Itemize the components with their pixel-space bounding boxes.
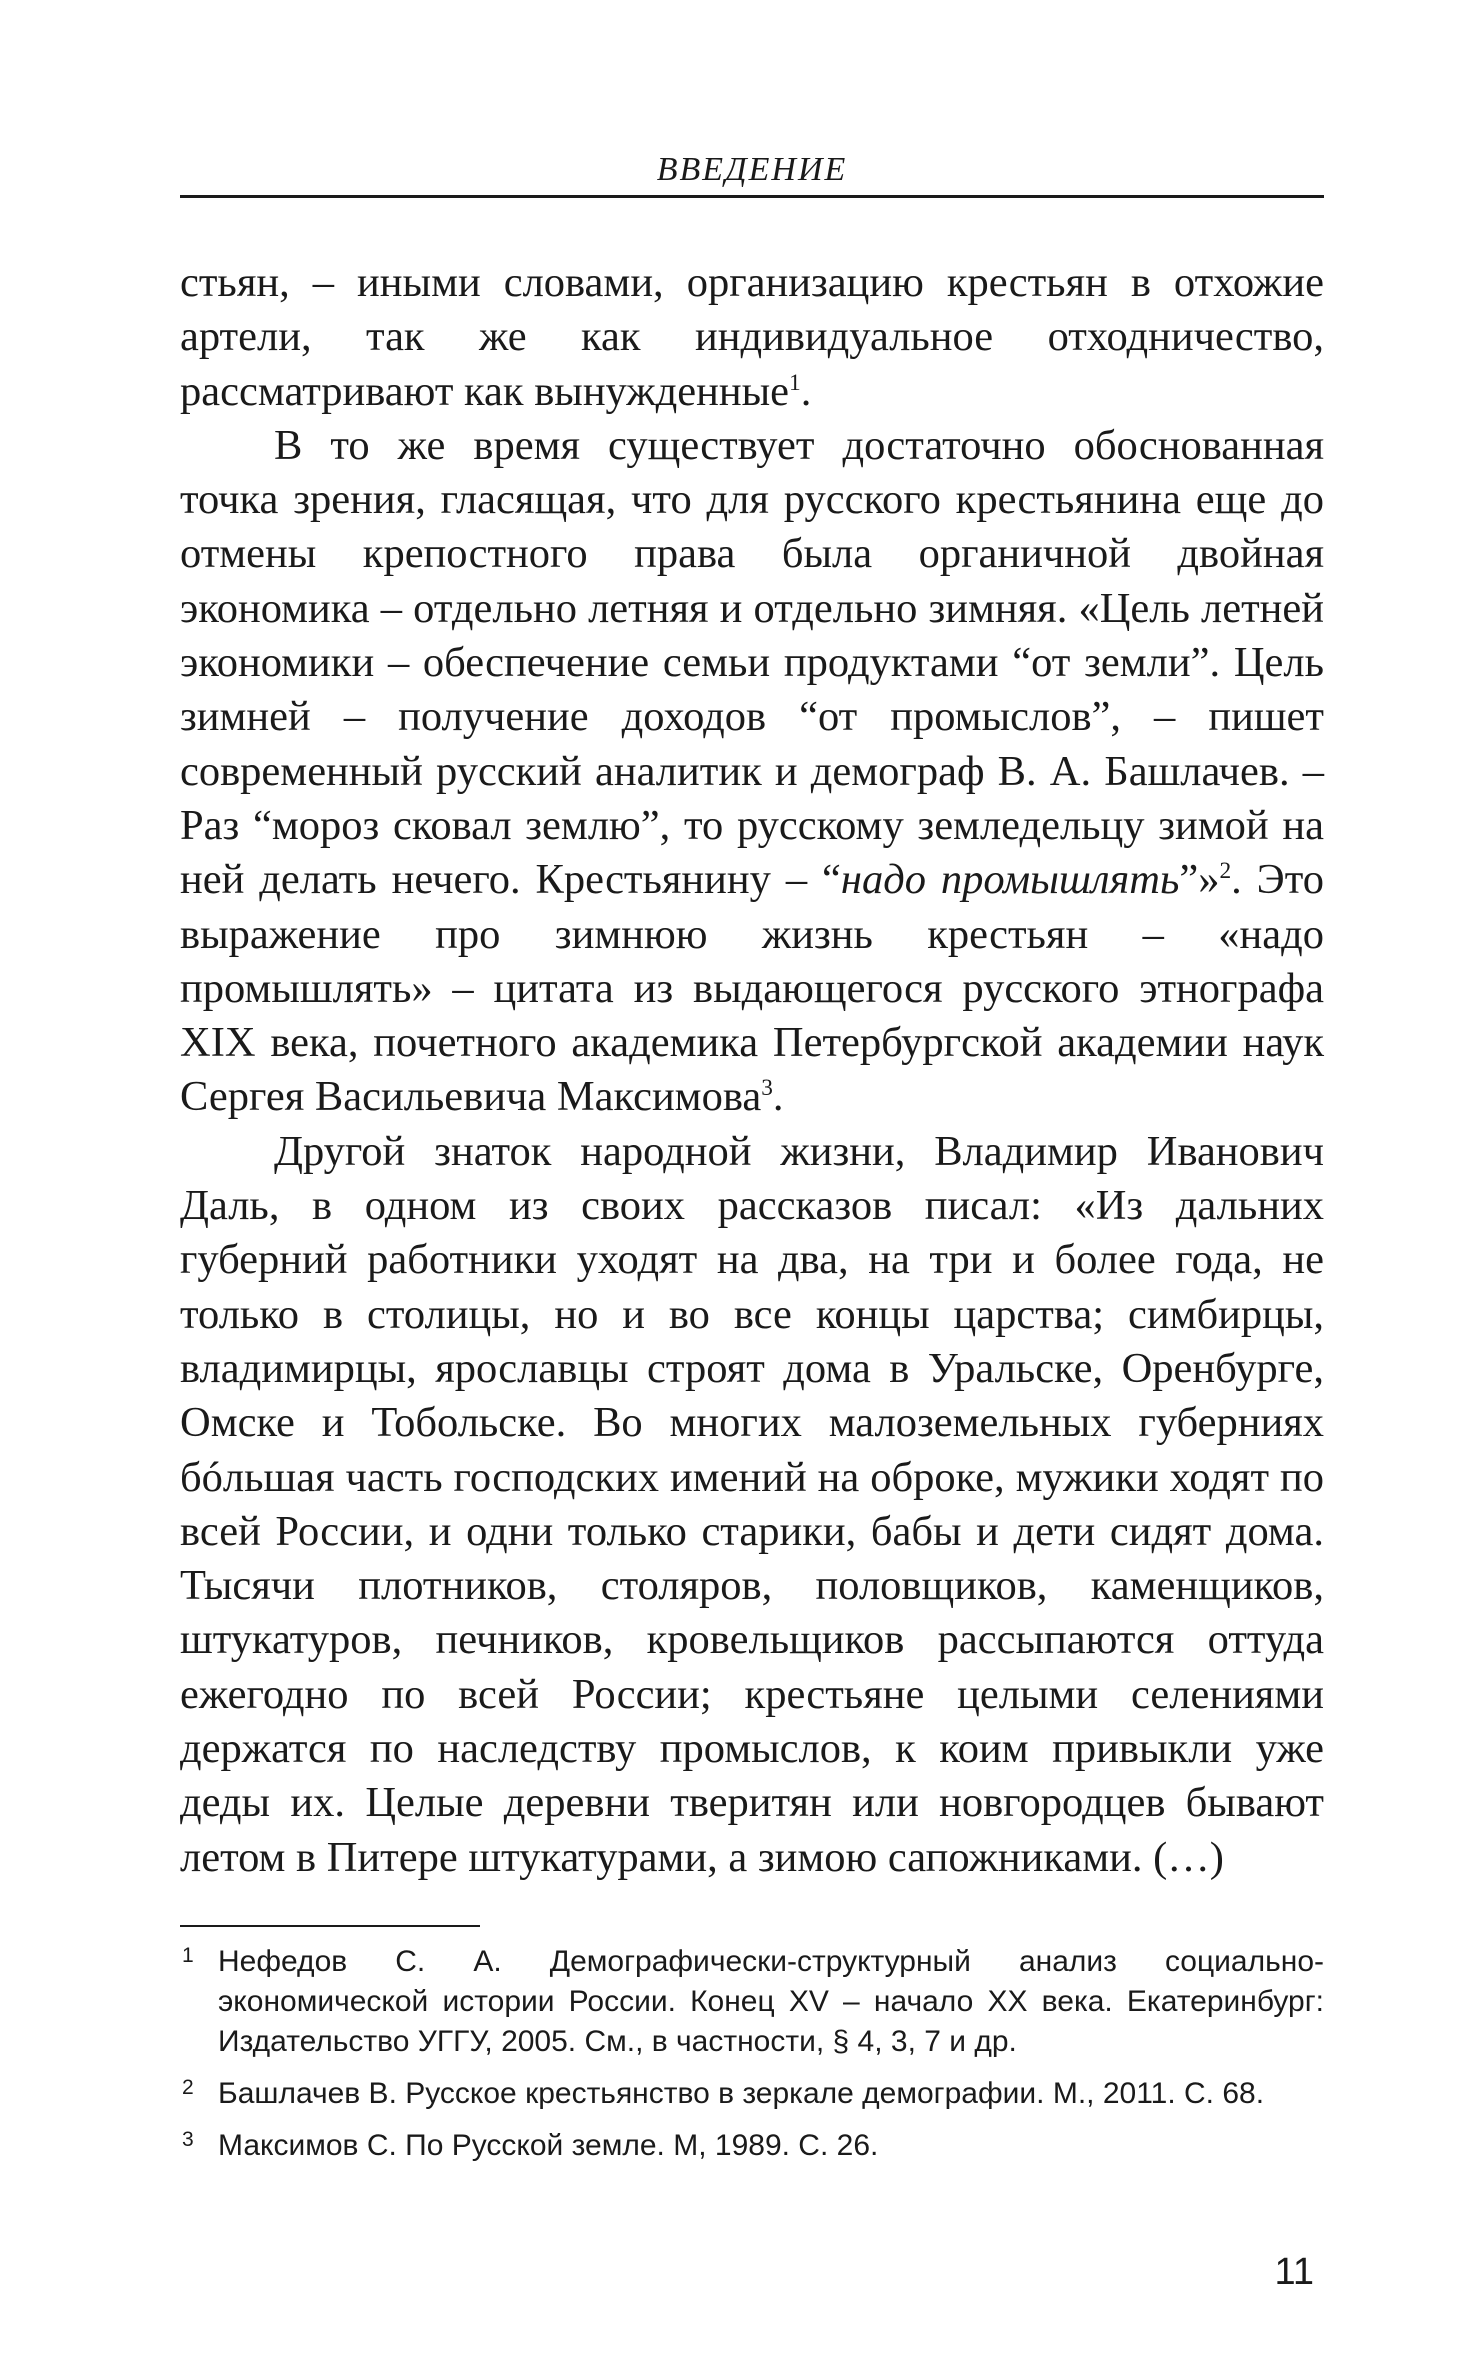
footnote-number: 2: [182, 2076, 194, 2099]
footnote-number: 3: [182, 2128, 194, 2151]
footnote: [180, 2074, 1324, 2114]
paragraph: стьян, – иными словами, организацию крестьян в отхожие артели, так же как индивидуальное отходничество, рассматривают как вынужденные$^1$.: [180, 259, 1324, 415]
footnote: [180, 1942, 1324, 2062]
main-text: [180, 256, 1324, 1885]
footnote-text: Максимов С. По Русской земле. М, 1989. С. 26.: [218, 2129, 879, 2162]
footnote-reference: 1: [789, 369, 801, 396]
footnote: [180, 2126, 1324, 2166]
running-head: ВВЕДЕНИЕ: [656, 151, 848, 188]
paragraph: Другой знаток народной жизни, Владимир Иванович Даль, в одном из своих рассказов писал: «Из дальних губерний работники уходят на два, на три и более года, не только в столицы, но и во все концы царства; симбирцы, владимирцы, ярославцы строят дома в Уральске, Оренбурге, Омске и Тобольске. Во многих малоземельных губерниях бóльшая часть господских имений на оброке, мужики ходят по всей России, и одни только старики, бабы и дети сидят дома. Тысячи плотников, столяров, половщиков, каменщиков, штукатуров, печников, кровельщиков рассыпаются оттуда ежегодно по всей России; крестьяне целыми селениями держатся по наследству промыслов, к коим привыкли уже деды их. Целые деревни тверитян или новгородцев бывают летом в Питере штукатурами, а зимою сапожниками. (…): [180, 1127, 1324, 1881]
footnote-reference: 3: [761, 1075, 773, 1102]
footnote-text: Нефедов С. А. Демографически-структурный анализ социально-экономической истории России. Конец XV – начало XX века. Екатеринбург: Издательство УГГУ, 2005. См., в частности, § 4, 3, 7 и др.: [218, 1945, 1324, 2058]
footnote-rule: [180, 1925, 480, 1927]
paragraph: В то же время существует достаточно обоснованная точка зрения, гласящая, что для русского крестьянина еще до отмены крепостного права была органичной двойная экономика – отдельно летняя и отдельно зимняя. «Цель летней экономики – обеспечение семьи продуктами “от земли”. Цель зимней – получение доходов “от промыслов”, – пишет современный русский аналитик и демограф В. А. Башлачев. – Раз “мороз сковал землю”, то русскому земледельцу зимой на ней делать нечего. Крестьянину – “надо промышлять”»$^2$. Это выражение про зимнюю жизнь крестьян – «надо промышлять» – цитата из выдающегося русского этнографа XIX века, почетного академика Петербургской академии наук Сергея Васильевича Максимова$^3$.: [180, 421, 1325, 1121]
footnote-reference: 2: [1219, 858, 1232, 885]
page-number: 11: [1274, 2251, 1314, 2293]
footnotes: [180, 1942, 1324, 2178]
header-rule: [180, 195, 1324, 198]
footnote-number: 1: [182, 1944, 194, 1967]
footnote-text: Башлачев В. Русское крестьянство в зеркале демографии. М., 2011. С. 68.: [218, 2077, 1265, 2110]
italic-phrase: надо промышлять: [840, 856, 1180, 904]
